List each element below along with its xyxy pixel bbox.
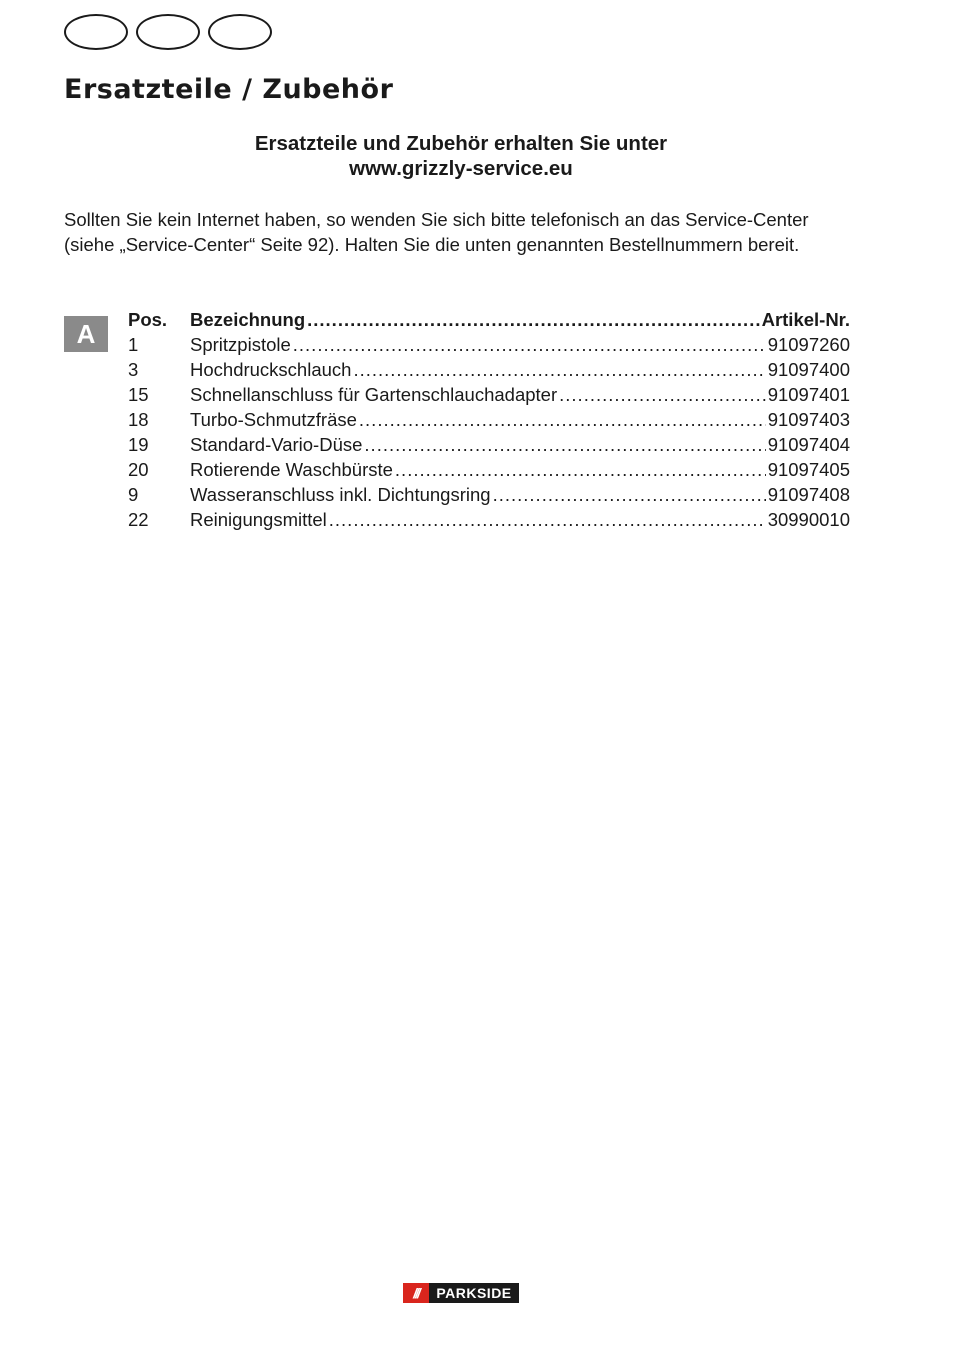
- row-name: Standard-Vario-Düse: [190, 434, 363, 455]
- row-pos: 20: [128, 459, 149, 480]
- leader-dots: [353, 357, 765, 382]
- table-row: [128, 332, 850, 357]
- service-url: www.grizzly-service.eu: [349, 157, 573, 180]
- row-name-cell: [190, 482, 768, 507]
- row-pos: 19: [128, 434, 149, 455]
- row-name-cell: [190, 382, 768, 407]
- leader-dots: [364, 432, 765, 457]
- header-number: Artikel-Nr.: [761, 309, 850, 330]
- row-name-cell: [190, 407, 768, 432]
- row-number: 91097408: [767, 484, 850, 505]
- table-row: [128, 482, 850, 507]
- leader-dots: [293, 332, 766, 357]
- row-name: Spritzpistole: [190, 334, 291, 355]
- row-name: Hochdruckschlauch: [190, 359, 352, 380]
- row-name: Wasseranschluss inkl. Dichtungsring: [190, 484, 491, 505]
- subheading-line-1: Ersatzteile und Zubehör erhalten Sie unter: [254, 132, 668, 155]
- row-name: Reinigungsmittel: [190, 509, 327, 530]
- row-pos: 9: [128, 484, 139, 505]
- logo-stripes: ///: [403, 1283, 429, 1303]
- row-name-cell: [190, 332, 768, 357]
- row-number: 91097401: [767, 384, 850, 405]
- parts-table-body: [128, 332, 850, 532]
- row-number: 91097260: [767, 334, 850, 355]
- row-name: Turbo-Schmutzfräse: [190, 409, 357, 430]
- leader-dots: [307, 307, 759, 332]
- table-row: [128, 357, 850, 382]
- row-number: 91097404: [767, 434, 850, 455]
- row-name-cell: [190, 357, 768, 382]
- leader-dots: [559, 382, 766, 407]
- table-row: [128, 382, 850, 407]
- row-number: 91097400: [767, 359, 850, 380]
- table-row: [128, 407, 850, 432]
- parkside-logo: [403, 1283, 519, 1303]
- header-name-cell: [190, 307, 762, 332]
- row-pos: 1: [128, 334, 139, 355]
- row-number: 91097403: [767, 409, 850, 430]
- leader-dots: [359, 407, 766, 432]
- page-title: Ersatzteile / Zubehör: [64, 74, 394, 105]
- parts-table-header: [128, 307, 850, 332]
- leader-dots: [493, 482, 766, 507]
- row-pos: 22: [128, 509, 149, 530]
- row-pos: 3: [128, 359, 139, 380]
- row-name: Schnellanschluss für Gartenschlauchadapter: [190, 384, 558, 405]
- language-oval-3: [208, 14, 272, 50]
- row-name-cell: [190, 457, 768, 482]
- intro-paragraph: Sollten Sie kein Internet haben, so wenden Sie sich bitte telefonisch an das Service-Center (siehe „Service-Center“ Seite 92). Halten Sie die unten genannten Bestellnummern bereit.: [64, 209, 809, 255]
- row-number: 30990010: [767, 509, 850, 530]
- row-pos: 18: [128, 409, 149, 430]
- table-row: [128, 457, 850, 482]
- header-name: Bezeichnung: [190, 309, 306, 330]
- language-oval-1: [64, 14, 128, 50]
- parts-table: [128, 307, 850, 532]
- row-name: Rotierende Waschbürste: [190, 459, 393, 480]
- row-number: 91097405: [767, 459, 850, 480]
- table-row: [128, 507, 850, 532]
- row-name-cell: [190, 507, 768, 532]
- section-badge: A: [64, 316, 108, 352]
- row-name-cell: [190, 432, 768, 457]
- row-pos: 15: [128, 384, 149, 405]
- header-pos: Pos.: [128, 309, 168, 330]
- logo-wordmark: PARKSIDE: [429, 1283, 519, 1303]
- leader-dots: [395, 457, 766, 482]
- language-oval-2: [136, 14, 200, 50]
- table-row: [128, 432, 850, 457]
- language-ovals: [64, 14, 272, 50]
- service-subheading: [64, 131, 858, 181]
- leader-dots: [329, 507, 766, 532]
